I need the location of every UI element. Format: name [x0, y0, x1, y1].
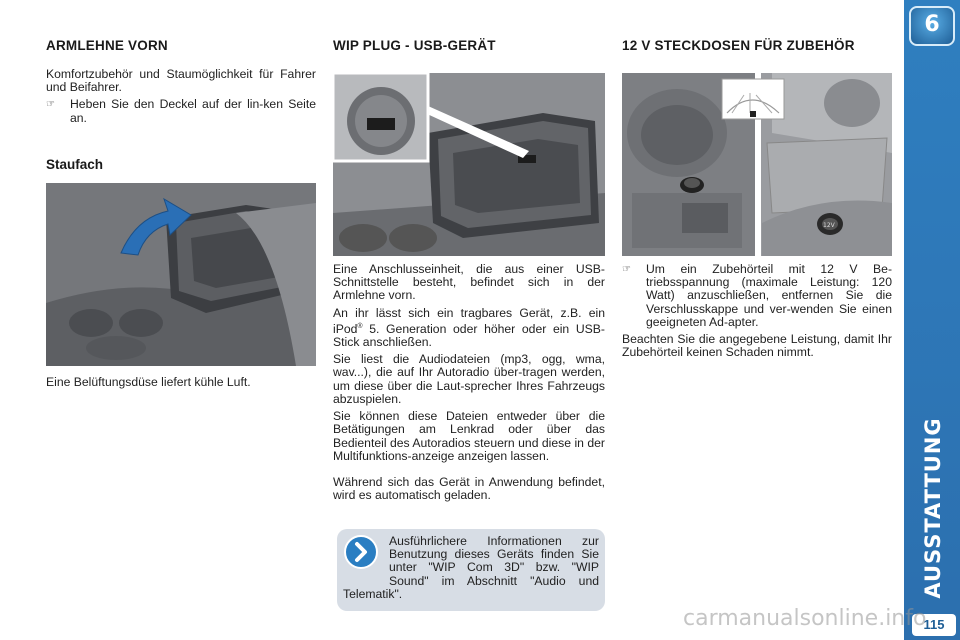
socket-bullet: ☞ Um ein Zubehörteil mit 12 V Be-triebsspannung (maximale Leistung: 120 Watt) anzuschließen, entfernen Sie die Verschlusskappe und ver-wenden Sie einen geeigneten Ad-apter.	[622, 262, 892, 329]
socket-section	[622, 38, 892, 64]
socket-heading: 12 V STECKDOSEN FÜR ZUBEHÖR	[622, 38, 855, 53]
info-text: Ausführlichere Informationen zur Benutzung dieses Geräts finden Sie unter "WIP Com 3D" bzw. "WIP Sound" im Abschnitt "Audio und Telematik".	[343, 534, 599, 601]
usb-heading: WIP PLUG - USB-GERÄT	[333, 38, 496, 53]
usb-photo	[333, 73, 605, 256]
armrest-intro: Komfortzubehör und Staumöglichkeit für Fahrer und Beifahrer.	[46, 67, 316, 95]
usb-paragraph-5: Während sich das Gerät in Anwendung befindet, wird es automatisch geladen.	[333, 474, 605, 503]
chapter-badge	[909, 6, 955, 46]
usb-paragraph-2: An ihr lässt sich ein tragbares Gerät, z.B. ein iPod® 5. Generation oder höher oder ein USB-Stick anschließen.	[333, 305, 605, 350]
socket-label: 12V	[823, 222, 835, 229]
usb-body	[333, 263, 605, 502]
socket-paragraph: Beachten Sie die angegebene Leistung, damit Ihr Zubehörteil keinen Schaden nimmt.	[622, 332, 892, 360]
socket-body	[622, 263, 892, 359]
usb-paragraph-1: Eine Anschlusseinheit, die aus einer USB-Schnittstelle besteht, befindet sich in der Armlehne vorn.	[333, 262, 605, 303]
armrest-section	[46, 38, 316, 172]
info-box	[337, 529, 605, 611]
usb-paragraph-4: Sie können diese Dateien entweder über die Betätigungen am Lenkrad oder über das Bedienteil des Autoradios steuern und diese in der Multifunktions-anzeige anzeigen lassen.	[333, 409, 605, 463]
armrest-photo	[46, 183, 316, 366]
storage-subheading: Staufach	[46, 156, 104, 172]
finger-pointer-icon: ☞	[46, 99, 55, 111]
usb-paragraph-3: Sie liest die Audiodateien (mp3, ogg, wma, wav...), die auf Ihr Autoradio über-tragen werden, um diese über die Laut-sprecher Ihres Fahrzeugs abzuspielen.	[333, 352, 605, 406]
usb-section	[333, 38, 605, 64]
chapter-title	[913, 417, 953, 599]
watermark: carmanualsonline.info	[683, 606, 927, 631]
storage-caption: Eine Belüftungsdüse liefert kühle Luft.	[46, 375, 251, 389]
finger-pointer-icon: ☞	[622, 264, 631, 275]
armrest-heading: ARMLEHNE VORN	[46, 38, 168, 53]
chapter-title-text: AUSSTATTUNG	[921, 417, 945, 599]
socket-photo	[622, 73, 892, 256]
page-number: 115	[912, 614, 956, 636]
chapter-number: 6	[924, 12, 940, 37]
armrest-bullet: ☞ Heben Sie den Deckel auf der lin-ken Seite an.	[46, 97, 316, 125]
